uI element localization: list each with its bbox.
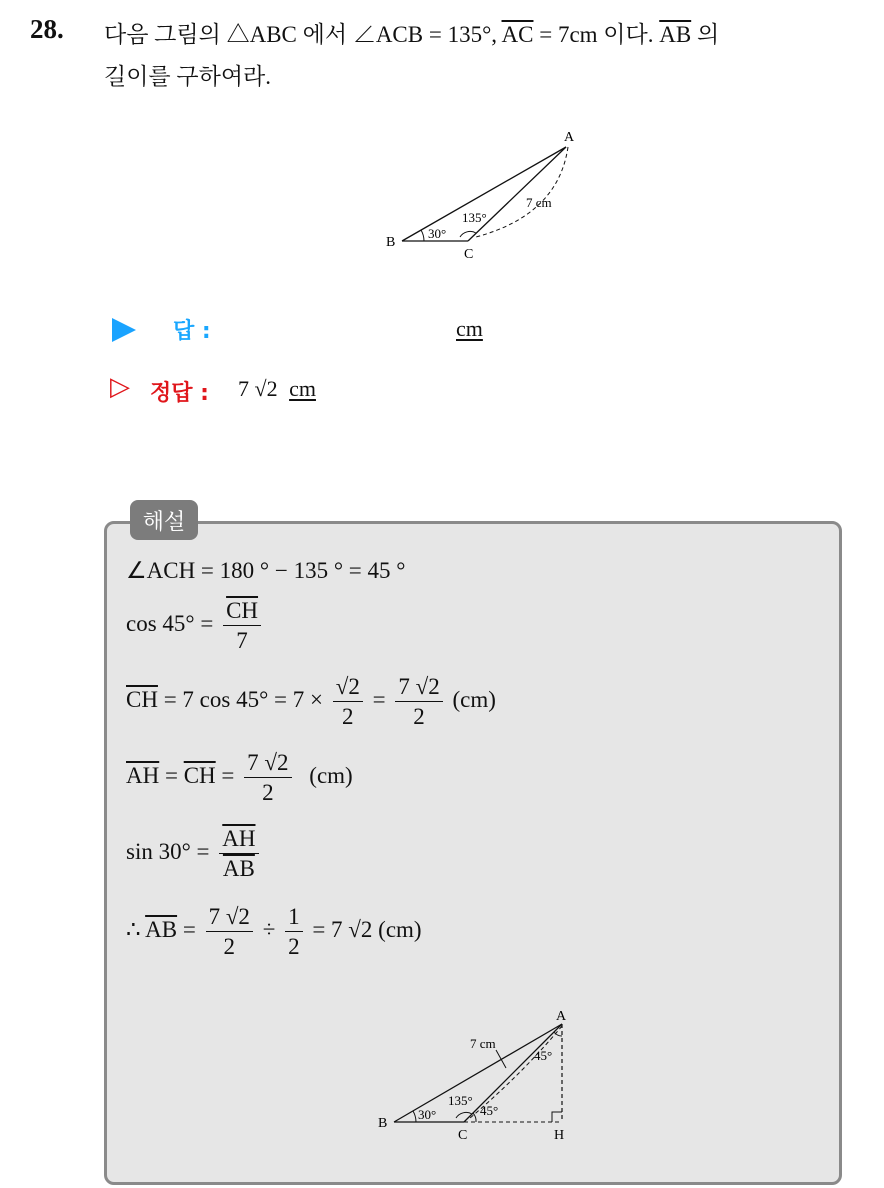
correct-unit: cm bbox=[289, 376, 316, 401]
segment-ab: $\overline{AB}$ bbox=[145, 917, 178, 943]
label-h: H bbox=[554, 1128, 565, 1143]
side-ab bbox=[402, 147, 566, 241]
fraction-7sqrt2-over-2 bbox=[244, 750, 291, 806]
question-line-1 bbox=[104, 16, 719, 49]
fraction-num: 7 √2 bbox=[395, 674, 442, 702]
segment-ch: $\overline{CH}$ bbox=[126, 687, 158, 713]
angle-b-label: 30° bbox=[428, 226, 447, 241]
equals: = bbox=[177, 917, 196, 943]
fraction-den: 2 bbox=[223, 934, 235, 960]
explanation-line-2 bbox=[126, 598, 265, 654]
angle-c2-arc bbox=[473, 1113, 476, 1122]
triangle-figure bbox=[380, 125, 590, 265]
question-line-2: 길이를 구하여라. bbox=[104, 64, 272, 89]
angle-c-label: 135° bbox=[448, 1093, 473, 1108]
explanation-line-3 bbox=[126, 674, 496, 730]
explanation-line-6 bbox=[126, 904, 422, 960]
fraction-den: 2 bbox=[342, 704, 354, 730]
segment-ab: $\overline{AB}$ bbox=[659, 22, 692, 47]
correct-value bbox=[238, 376, 316, 402]
dimension-arc bbox=[476, 147, 568, 237]
label-c: C bbox=[458, 1128, 468, 1143]
equals: = bbox=[159, 763, 184, 789]
answer-arrow-icon bbox=[112, 318, 136, 342]
fraction-num: 7 √2 bbox=[206, 904, 253, 932]
side-ac-label: 7 cm bbox=[470, 1036, 496, 1051]
label-c: C bbox=[464, 247, 474, 262]
answer-unit: cm bbox=[456, 316, 483, 341]
angle-c-label: 135° bbox=[462, 210, 487, 225]
equals: = bbox=[372, 687, 386, 713]
correct-arrow-icon: ▷ bbox=[110, 372, 130, 402]
line3-text: = 7 cos 45° = 7 × bbox=[157, 687, 323, 713]
explanation-line-1: ∠ACH = 180 ° − 135 ° = 45 ° bbox=[126, 558, 406, 583]
segment-ac: $\overline{AC}$ bbox=[501, 22, 534, 47]
angle-a-label: 45° bbox=[534, 1048, 553, 1063]
fraction-den: AB bbox=[222, 856, 255, 882]
fraction-num: √2 bbox=[333, 674, 363, 702]
fraction-den: 2 bbox=[288, 934, 300, 960]
right-angle-mark bbox=[552, 1112, 562, 1122]
correct-label: 정답 : bbox=[150, 381, 209, 406]
fraction-7sqrt2-over-2 bbox=[206, 904, 253, 960]
divide: ÷ bbox=[262, 917, 276, 943]
fraction-7sqrt2-over-2 bbox=[395, 674, 442, 730]
therefore: ∴ bbox=[126, 917, 146, 943]
cos-text: cos 45° = bbox=[126, 611, 214, 637]
unit: (cm) bbox=[309, 763, 353, 789]
label-a: A bbox=[564, 130, 575, 145]
side-ac-label: 7 cm bbox=[526, 195, 552, 210]
leader-line bbox=[496, 1050, 506, 1068]
explanation-line-5 bbox=[126, 826, 263, 882]
question-number: 28. bbox=[30, 14, 64, 44]
fraction-den: 2 bbox=[413, 704, 425, 730]
label-b: B bbox=[378, 1116, 388, 1131]
fraction-1-over-2 bbox=[285, 904, 303, 960]
correct-number: 7 √2 bbox=[238, 376, 278, 401]
question-text-c: 의 bbox=[691, 22, 720, 47]
result: = 7 √2 (cm) bbox=[312, 917, 422, 943]
explanation-line-4 bbox=[126, 750, 353, 806]
angle-a-arc bbox=[554, 1032, 562, 1036]
angle-b-arc bbox=[413, 1111, 416, 1122]
angle-c2-label: 45° bbox=[480, 1103, 499, 1118]
equals: = bbox=[215, 763, 235, 789]
question-text-b: = 7cm 이다. bbox=[533, 22, 660, 47]
angle-b-label: 30° bbox=[418, 1107, 437, 1122]
fraction-num: 7 √2 bbox=[244, 750, 291, 778]
label-a: A bbox=[556, 1009, 567, 1024]
fraction-ah-over-ab bbox=[219, 826, 258, 882]
segment-ah: $\overline{AH}$ bbox=[126, 763, 160, 789]
fraction-num: 1 bbox=[285, 904, 303, 932]
answer-label: 답 : bbox=[173, 319, 211, 344]
fraction-den: 2 bbox=[262, 780, 274, 806]
label-b: B bbox=[386, 235, 396, 250]
explanation-tag: 해설 bbox=[130, 500, 198, 540]
explanation-figure bbox=[372, 1004, 584, 1146]
question-text-a: 다음 그림의 △ABC 에서 ∠ACB = 135°, bbox=[104, 22, 502, 47]
angle-b-arc bbox=[421, 230, 424, 241]
segment-ch: $\overline{CH}$ bbox=[183, 763, 216, 789]
fraction-sqrt2-over-2 bbox=[333, 674, 363, 730]
fraction-ch-over-7 bbox=[223, 598, 261, 654]
sin-text: sin 30° = bbox=[126, 839, 210, 865]
fraction-num: $\overline{AH}$ bbox=[222, 826, 256, 851]
fraction-num: $\overline{CH}$ bbox=[226, 598, 259, 623]
unit: (cm) bbox=[452, 687, 496, 713]
fraction-den: 7 bbox=[236, 628, 248, 654]
